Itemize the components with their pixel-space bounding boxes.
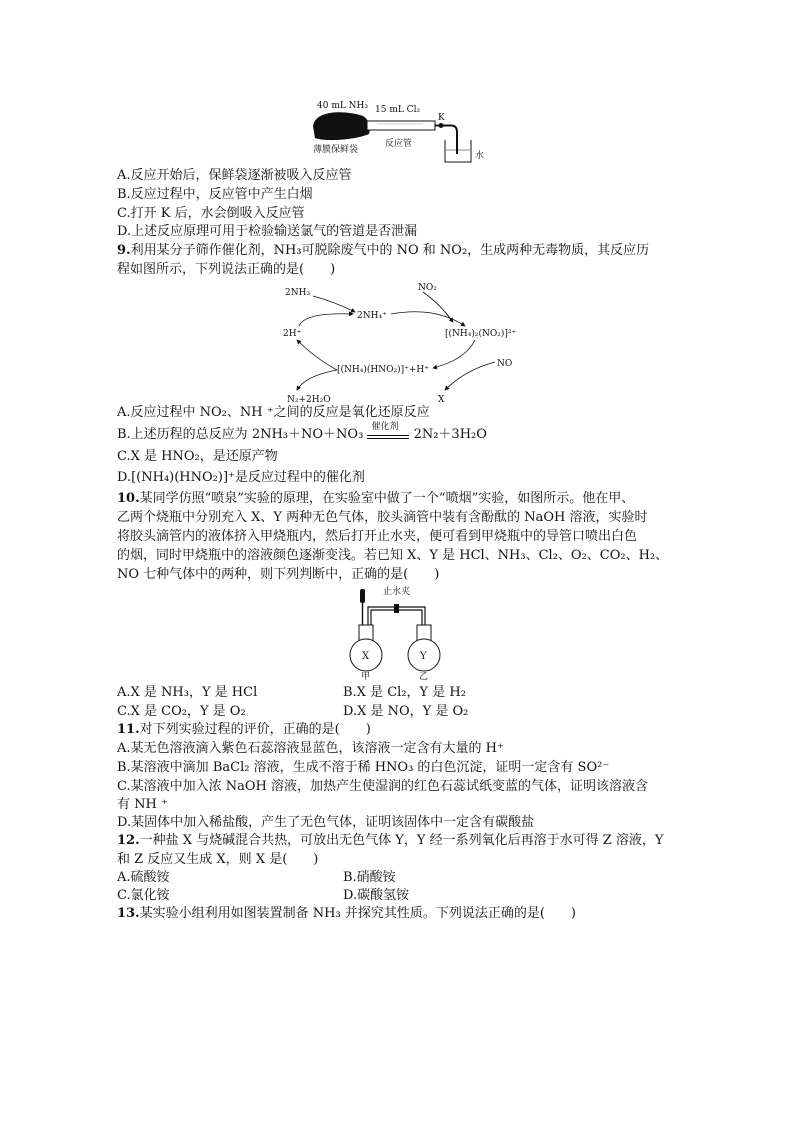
q12-option-a: A.硫酸铵 xyxy=(117,870,170,885)
q9-stem-line1 xyxy=(117,242,649,260)
q13-number: 13. xyxy=(117,906,140,921)
q8-option-b: B.反应过程中，反应管中产生白烟 xyxy=(117,187,313,202)
flask-yi-label: 乙 xyxy=(419,672,429,680)
q10-stem-line5: NO 七种气体中的两种，则下列判断中，正确的是( ) xyxy=(117,567,440,582)
q8-option-a: A.反应开始后，保鲜袋逐渐被吸入反应管 xyxy=(117,168,352,183)
valve-k-shape xyxy=(439,123,444,128)
q11-option-c-line2: 有 NH ⁺ xyxy=(117,797,168,812)
cl2-volume-label: 15 mL Cl₂ xyxy=(375,105,421,115)
q9-option-c: C.X 是 HNO₂，是还原产物 xyxy=(117,449,278,464)
q12-stem-line2: 和 Z 反应又生成 X，则 X 是( ) xyxy=(117,852,319,867)
q10-stem-text1: 某同学仿照“喷泉”实验的原理，在实验室中做了一个“喷烟”实验，如图所示。他在甲、 xyxy=(139,491,635,506)
q10-option-b: B.X 是 Cl₂，Y 是 H₂ xyxy=(343,685,466,700)
catalyst-label: 催化剂 xyxy=(371,421,399,432)
q12-option-c: C.氯化铵 xyxy=(117,888,170,903)
q8-option-c: C.打开 K 后，水会倒吸入反应管 xyxy=(117,206,305,221)
reaction-cycle-diagram xyxy=(275,280,535,406)
q10-stem-line2: 乙两个烧瓶中分别充入 X、Y 两种无色气体，胶头滴管中装有含酚酞的 NaOH 溶液，实验时 xyxy=(117,510,648,525)
cycle-label-no2: NO₂ xyxy=(418,283,437,293)
cycle-label-2h: 2H⁺ xyxy=(283,329,302,339)
q11-stem-text: 对下列实验过程的评价，正确的是( ) xyxy=(139,722,371,737)
q10-stem-line3: 将胶头滴管内的液体挤入甲烧瓶内，然后打开止水夹，便可看到甲烧瓶中的导管口喷出白色 xyxy=(117,529,638,544)
q9-stem-text1: 利用某分子筛作催化剂，NH₃可脱除废气中的 NO 和 NO₂，生成两种无毒物质，其反应历 xyxy=(130,243,650,258)
cycle-label-2nh3: 2NH₃ xyxy=(285,288,311,298)
q9-stem-line2: 程如图所示，下列说法正确的是( ) xyxy=(117,262,336,277)
clamp-label: 止水夹 xyxy=(383,587,411,597)
q11-option-d: D.某固体中加入稀盐酸，产生了无色气体，证明该固体中一定含有碳酸盐 xyxy=(117,815,535,830)
q9-option-b xyxy=(117,421,487,444)
valve-k-label: K xyxy=(438,113,445,123)
bag-label: 薄膜保鲜袋 xyxy=(313,145,359,155)
cycle-label-x: X xyxy=(438,395,445,405)
flask-y-label: Y xyxy=(420,651,427,662)
cycle-label-complex: [(NH₄)₂(NO₂)]²⁺ xyxy=(445,329,517,339)
q9-option-b-lhs: B.上述历程的总反应为 2NH₃＋NO＋NO₃ xyxy=(117,427,364,442)
q9-option-b-rhs: 2N₂＋3H₂O xyxy=(413,427,487,442)
dropper-shape xyxy=(360,589,365,603)
q10-number: 10. xyxy=(117,491,140,506)
reaction-tube-apparatus-figure xyxy=(305,96,505,166)
q10-option-d: D.X 是 NO，Y 是 O₂ xyxy=(343,704,469,719)
q12-option-d: D.碳酸氢铵 xyxy=(343,888,410,903)
water-label: 水 xyxy=(475,151,485,161)
flask-jia-label: 甲 xyxy=(361,672,371,680)
q13-stem xyxy=(117,905,576,923)
q12-number: 12. xyxy=(117,833,140,848)
q12-option-b: B.硝酸铵 xyxy=(343,870,396,885)
cycle-label-no: NO xyxy=(497,359,513,369)
catalyst-arrow xyxy=(367,421,409,442)
water-stop-clamp-shape xyxy=(394,604,399,613)
q9-option-a: A.反应过程中 NO₂、NH ⁺之间的反应是氧化还原反应 xyxy=(117,405,430,420)
tube-label: 反应管 xyxy=(385,139,413,149)
q10-option-c: C.X 是 CO₂，Y 是 O₂ xyxy=(117,704,246,719)
q11-option-c-line1: C.某溶液中加入浓 NaOH 溶液，加热产生使湿润的红色石蕊试纸变蓝的气体，证明该溶液含 xyxy=(117,779,649,794)
q10-stem-line1 xyxy=(117,490,634,508)
cycle-label-mid: [(NH₄)(HNO₂)]⁺+H⁺ xyxy=(337,365,429,375)
q10-stem-line4: 的烟，同时甲烧瓶中的溶液颜色逐渐变浅。若已知 X、Y 是 HCl、NH₃、Cl₂、O₂、CO₂、H₂、 xyxy=(117,548,669,563)
reaction-tube-shape xyxy=(367,121,435,130)
q8-option-d: D.上述反应原理可用于检验输送氯气的管道是否泄漏 xyxy=(117,224,418,239)
nh3-volume-label: 40 mL NH₃ xyxy=(317,101,369,111)
q11-stem xyxy=(117,721,371,739)
q10-option-a: A.X 是 NH₃，Y 是 HCl xyxy=(117,685,258,700)
q11-option-b: B.某溶液中滴加 BaCl₂ 溶液，生成不溶于稀 HNO₃ 的白色沉淀，证明一定含有 SO²⁻ xyxy=(117,760,610,775)
q11-option-a: A.某无色溶液滴入紫色石蕊溶液显蓝色，该溶液一定含有大量的 H⁺ xyxy=(117,741,504,756)
cycle-label-2nh4: 2NH₄⁺ xyxy=(357,311,387,321)
flask-x-label: X xyxy=(362,651,370,662)
two-flask-apparatus-figure xyxy=(335,585,455,680)
q9-number: 9. xyxy=(117,243,131,258)
plastic-bag-shape xyxy=(313,112,370,140)
q11-number: 11. xyxy=(117,722,140,737)
q12-stem-text1: 一种盐 X 与烧碱混合共热，可放出无色气体 Y，Y 经一系列氧化后再溶于水可得 Z 溶液，Y xyxy=(139,833,664,848)
q13-stem-text: 某实验小组利用如图装置制备 NH₃ 并探究其性质。下列说法正确的是( ) xyxy=(139,906,576,921)
cycle-label-products: N₂+2H₂O xyxy=(287,395,331,405)
q12-stem-line1 xyxy=(117,832,663,850)
q9-option-d: D.[(NH₄)(HNO₂)]⁺是反应过程中的催化剂 xyxy=(117,470,365,485)
